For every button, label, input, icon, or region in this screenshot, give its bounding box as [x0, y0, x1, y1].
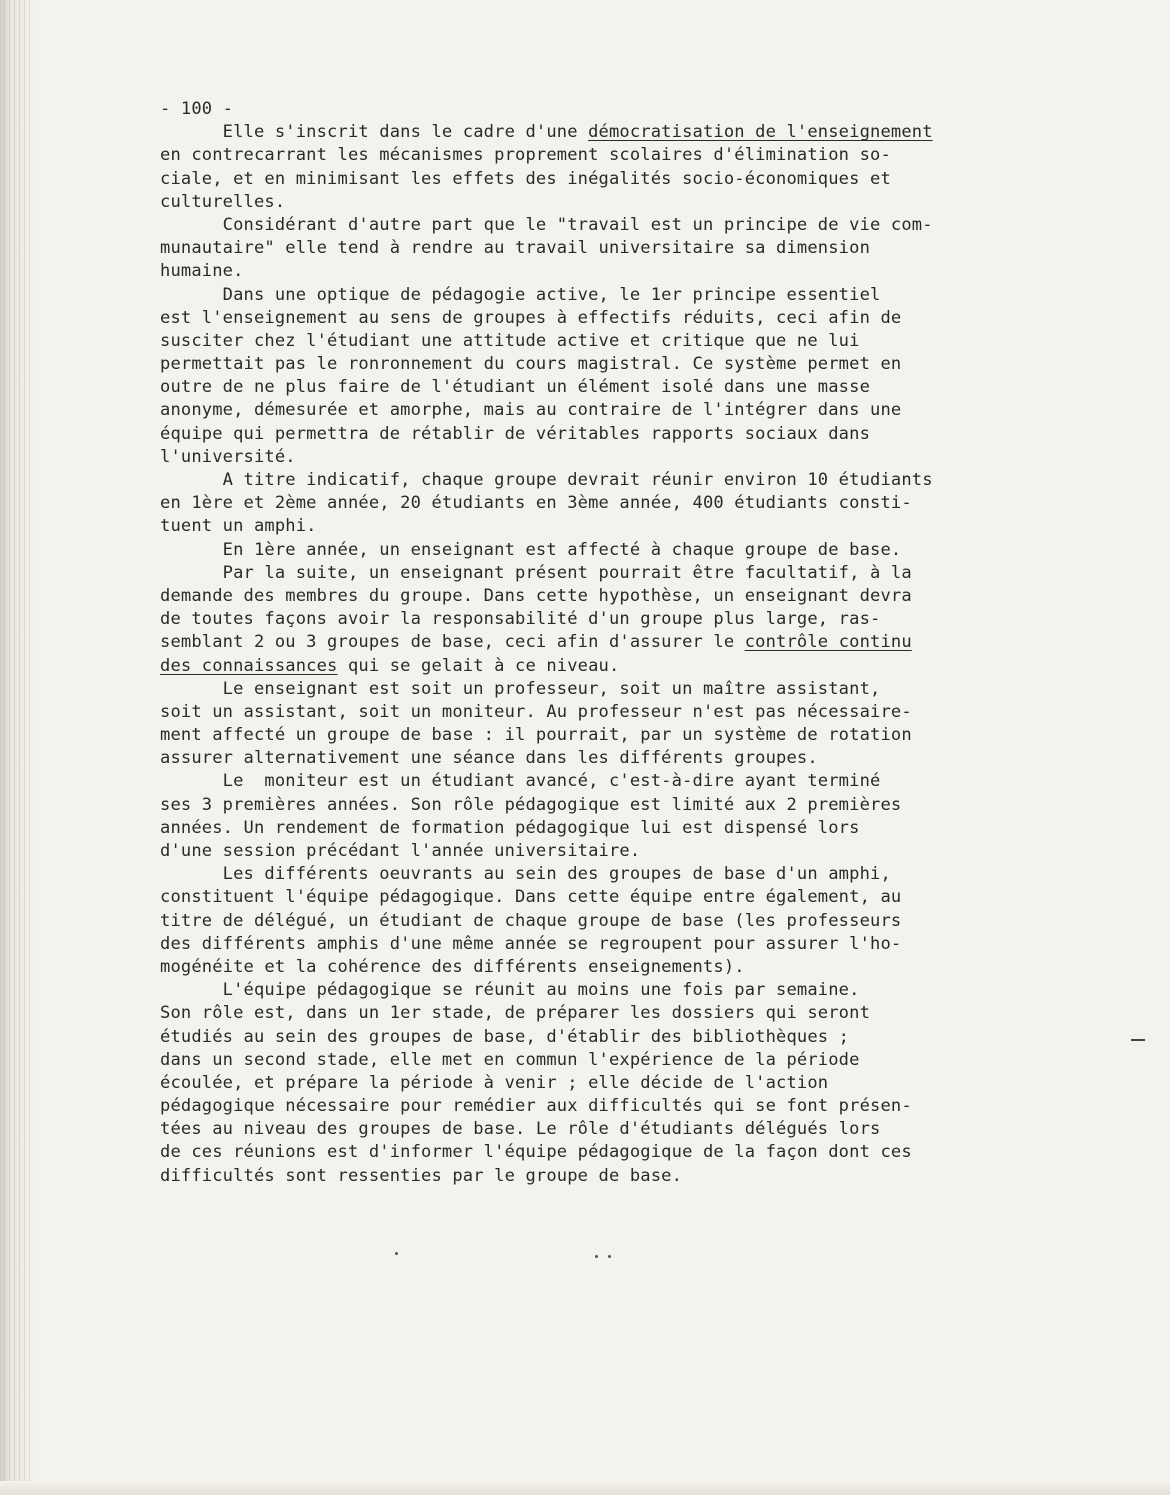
- text-line: culturelles.: [160, 191, 286, 212]
- text-line: [160, 631, 1060, 654]
- text-line: tuent un amphi.: [160, 516, 317, 537]
- text-line: ses 3 premières années. Son rôle pédagogique est limité aux 2 premières: [160, 794, 902, 815]
- paragraph: [160, 539, 1060, 562]
- text-line: ciale, et en minimisant les effets des inégalités socio-économiques et: [160, 168, 891, 189]
- paragraph: [160, 214, 1060, 284]
- text-line: permettait pas le ronronnement du cours magistral. Ce système permet en: [160, 354, 902, 375]
- paragraph: [160, 770, 1060, 863]
- text-line: de toutes façons avoir la responsabilité d'un groupe plus large, ras-: [160, 609, 881, 630]
- text-line: susciter chez l'étudiant une attitude active et critique que ne lui: [160, 330, 860, 351]
- text-segment: qui se gelait à ce niveau.: [337, 655, 620, 676]
- text-line: anonyme, démesurée et amorphe, mais au contraire de l'intégrer dans une: [160, 400, 902, 421]
- text-line: équipe qui permettra de rétablir de véritables rapports sociaux dans: [160, 423, 871, 444]
- speck: [608, 1255, 611, 1258]
- text-line: titre de délégué, un étudiant de chaque groupe de base (les professeurs: [160, 910, 902, 931]
- text-line: Le moniteur est un étudiant avancé, c'est-à-dire ayant terminé: [160, 771, 881, 792]
- text-line: pédagogique nécessaire pour remédier aux difficultés qui se font présen-: [160, 1096, 912, 1117]
- text-line: Son rôle est, dans un 1er stade, de préparer les dossiers qui seront: [160, 1003, 871, 1024]
- paragraph: [160, 678, 1060, 771]
- text-line: outre de ne plus faire de l'étudiant un élément isolé dans une masse: [160, 377, 871, 398]
- paragraph: [160, 121, 1060, 214]
- text-segment: semblant 2 ou 3 groupes de base, ceci afin d'assurer le: [160, 632, 745, 653]
- text-line: Le enseignant est soit un professeur, soit un maître assistant,: [160, 678, 881, 699]
- text-line: Par la suite, un enseignant présent pourrait être facultatif, à la: [160, 562, 912, 583]
- text-line: des différents amphis d'une même année se regroupent pour assurer l'ho-: [160, 933, 902, 954]
- text-line: soit un assistant, soit un moniteur. Au professeur n'est pas nécessaire-: [160, 701, 912, 722]
- paragraph: [160, 863, 1060, 979]
- text-line: En 1ère année, un enseignant est affecté à chaque groupe de base.: [160, 539, 902, 560]
- text-line: est l'enseignement au sens de groupes à effectifs réduits, ceci afin de: [160, 307, 902, 328]
- speck: [395, 1252, 398, 1255]
- text-line: demande des membres du groupe. Dans cette hypothèse, un enseignant devra: [160, 585, 912, 606]
- body-text: [160, 121, 1060, 1188]
- text-line: [160, 121, 1060, 144]
- text-line: mogénéite et la cohérence des différents enseignements).: [160, 956, 745, 977]
- text-line: L'équipe pédagogique se réunit au moins une fois par semaine.: [160, 980, 860, 1001]
- text-line: en contrecarrant les mécanismes proprement scolaires d'élimination so-: [160, 145, 891, 166]
- page-stack-lines: [4, 0, 34, 1495]
- text-line: ment affecté un groupe de base : il pourrait, par un système de rotation: [160, 725, 912, 746]
- text-line: dans un second stade, elle met en commun l'expérience de la période: [160, 1049, 860, 1070]
- typewritten-text: [160, 98, 1060, 1188]
- text-line: tées au niveau des groupes de base. Le rôle d'étudiants délégués lors: [160, 1119, 881, 1140]
- text-line: A titre indicatif, chaque groupe devrait réunir environ 10 étudiants: [160, 470, 933, 490]
- text-line: écoulée, et prépare la période à venir ; elle décide de l'action: [160, 1072, 829, 1093]
- speck: [595, 1255, 598, 1258]
- text-line: Dans une optique de pédagogie active, le 1er principe essentiel: [160, 284, 881, 305]
- text-line: Considérant d'autre part que le "travail est un principe de vie com-: [160, 214, 933, 235]
- underlined-phrase: démocratisation de l'enseignement: [588, 122, 933, 143]
- text-line: en 1ère et 2ème année, 20 étudiants en 3ème année, 400 étudiants consti-: [160, 493, 912, 514]
- text-segment: Elle s'inscrit dans le cadre d'une: [160, 122, 589, 143]
- paragraph: [160, 469, 1060, 539]
- text-line: Les différents oeuvrants au sein des groupes de base d'un amphi,: [160, 864, 891, 885]
- text-line: assurer alternativement une séance dans les différents groupes.: [160, 748, 818, 769]
- underlined-phrase: contrôle continu: [744, 632, 912, 653]
- text-line: d'une session précédant l'année universitaire.: [160, 841, 641, 861]
- text-line: l'université.: [160, 446, 296, 467]
- underlined-phrase: des connaissances: [160, 655, 338, 676]
- page-number: - 100 -: [160, 99, 234, 119]
- paragraph: [160, 284, 1060, 470]
- text-line: constituent l'équipe pédagogique. Dans cette équipe entre également, au: [160, 887, 902, 908]
- page-bottom-edge: [0, 1481, 1170, 1495]
- text-line: [160, 655, 1060, 678]
- text-line: de ces réunions est d'informer l'équipe pédagogique de la façon dont ces: [160, 1142, 912, 1163]
- paragraph: [160, 562, 1060, 678]
- text-line: humaine.: [160, 261, 244, 282]
- paragraph: [160, 979, 1060, 1188]
- text-line: munautaire" elle tend à rendre au travail universitaire sa dimension: [160, 238, 871, 259]
- text-line: étudiés au sein des groupes de base, d'établir des bibliothèques ;: [160, 1026, 850, 1047]
- text-line: années. Un rendement de formation pédagogique lui est dispensé lors: [160, 817, 860, 838]
- text-line: difficultés sont ressenties par le groupe de base.: [160, 1165, 683, 1186]
- margin-mark: [1131, 1039, 1145, 1041]
